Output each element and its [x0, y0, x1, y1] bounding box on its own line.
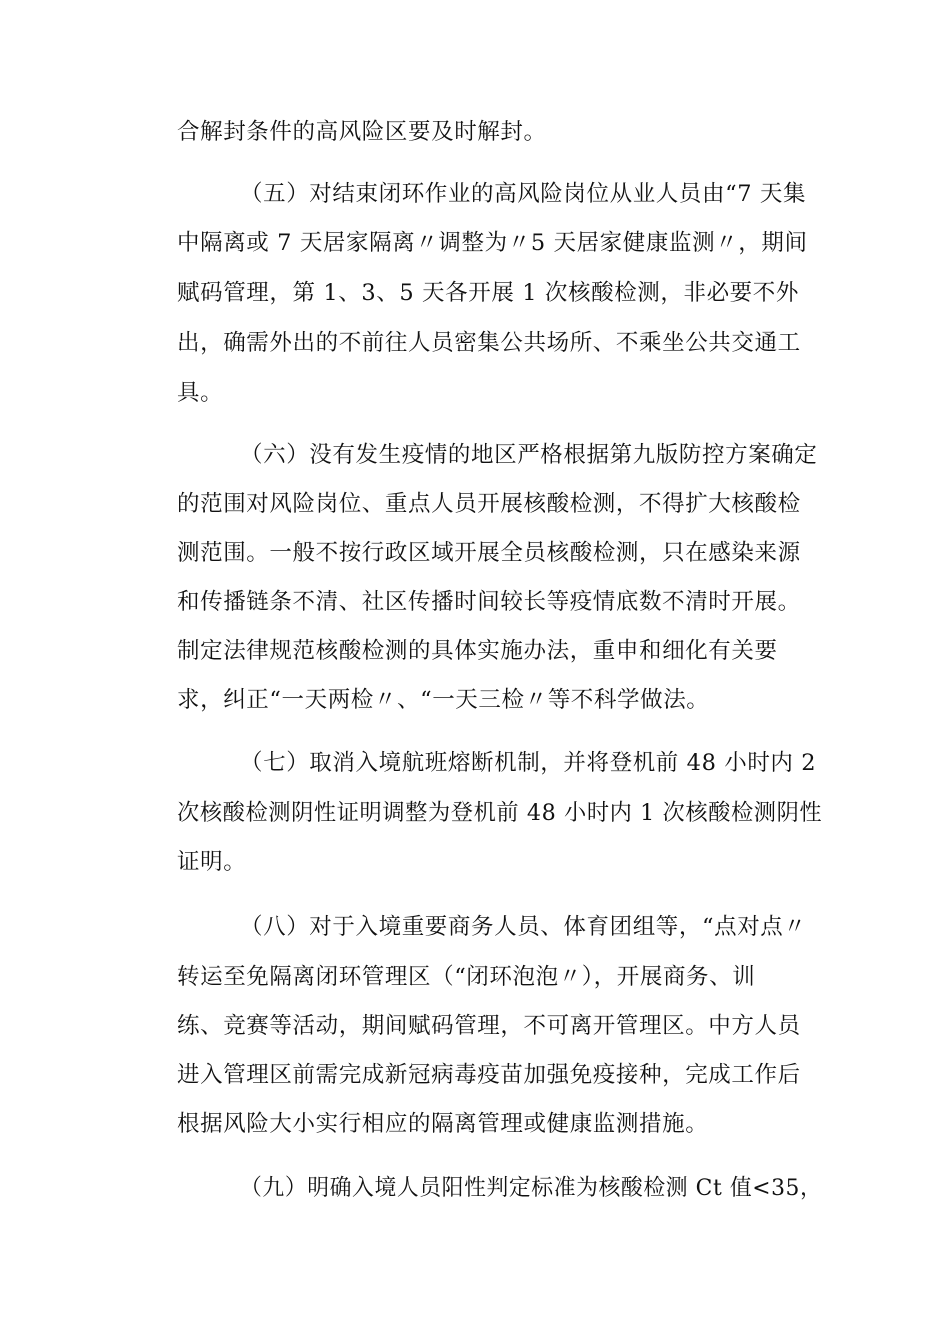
text-line: （七）取消入境航班熔断机制，并将登机前 48 小时内 2: [240, 750, 817, 776]
text-line: （六）没有发生疫情的地区严格根据第九版防控方案确定: [240, 442, 818, 468]
text-line: 求，纠正“一天两检〃、“一天三检〃等不科学做法。: [177, 687, 710, 713]
text-line: 根据风险大小实行相应的隔离管理或健康监测措施。: [177, 1111, 709, 1137]
text-line: （五）对结束闭环作业的高风险岗位从业人员由“7 天集: [240, 181, 807, 207]
text-line: （九）明确入境人员阳性判定标准为核酸检测 Ct 值<35，: [240, 1175, 823, 1201]
text-line: 赋码管理，第 1、3、5 天各开展 1 次核酸检测，非必要不外: [177, 280, 799, 306]
text-line: 出，确需外出的不前往人员密集公共场所、不乘坐公共交通工: [177, 330, 801, 356]
text-line: 次核酸检测阴性证明调整为登机前 48 小时内 1 次核酸检测阴性: [177, 800, 823, 826]
text-line: 具。: [177, 380, 224, 406]
text-line: 制定法律规范核酸检测的具体实施办法，重申和细化有关要: [177, 638, 778, 664]
text-line: 的范围对风险岗位、重点人员开展核酸检测，不得扩大核酸检: [177, 491, 801, 517]
text-line: 合解封条件的高风险区要及时解封。: [177, 119, 547, 145]
text-line: 转运至免隔离闭环管理区（“闭环泡泡〃），开展商务、训: [177, 964, 756, 990]
text-line: 练、竞赛等活动，期间赋码管理，不可离开管理区。中方人员: [177, 1013, 801, 1039]
text-line: 进入管理区前需完成新冠病毒疫苗加强免疫接种，完成工作后: [177, 1062, 801, 1088]
text-line: 和传播链条不清、社区传播时间较长等疫情底数不清时开展。: [177, 589, 801, 615]
text-line: 测范围。一般不按行政区域开展全员核酸检测，只在感染来源: [177, 540, 801, 566]
text-line: 证明。: [177, 849, 247, 875]
text-line: 中隔离或 7 天居家隔离〃调整为〃5 天居家健康监测〃，期间: [177, 230, 808, 256]
text-line: （八）对于入境重要商务人员、体育团组等，“点对点〃: [240, 914, 807, 940]
